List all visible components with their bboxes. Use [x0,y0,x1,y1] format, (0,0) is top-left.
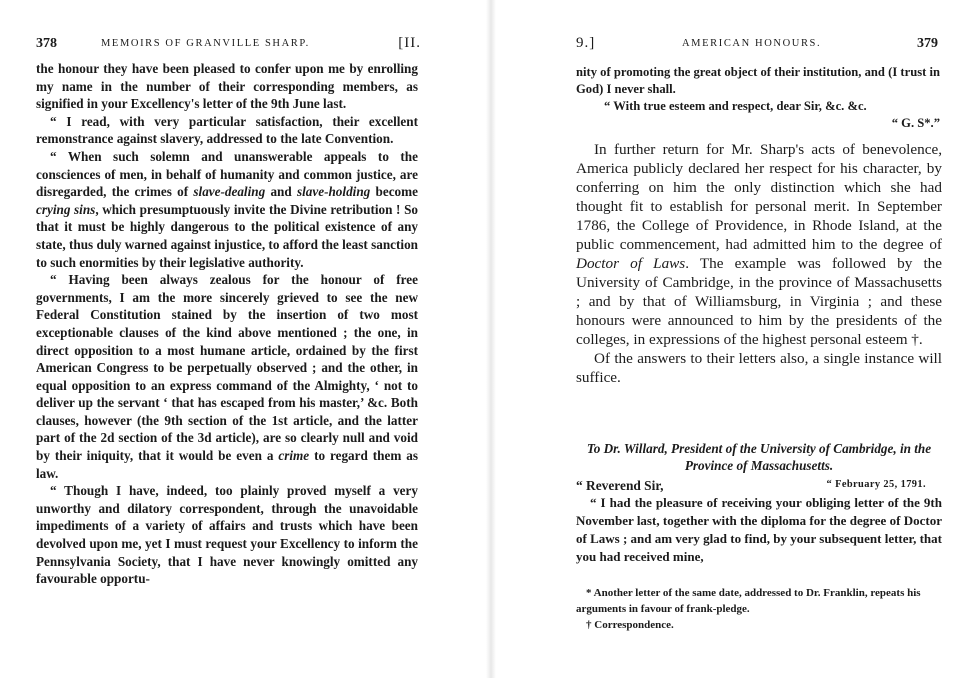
section-mark: 9.] [576,35,596,51]
text-run: Of the answers to their letters also, a single instance will suffice. [576,350,942,386]
right-page-header [576,36,938,56]
italic-text: Doctor of Laws [576,255,686,272]
paragraph [36,148,418,271]
text-run: , which presumptuously invite the Divine retribution ! So that it must be highly dangerous to the political existence of any state, thus duly warned against injustice, to afford the least sanction to such enormities by their legislative authority. [36,201,418,270]
paragraph [36,60,418,113]
letter-date: “ February 25, 1791. [826,479,926,490]
paragraph [36,271,418,482]
letter-closing-text: nity of promoting the great object of their institution, and (I trust in God) I never shall. [576,65,940,96]
left-page-body [36,60,418,588]
text-run: become [370,184,418,200]
text-run: “ Having been always zealous for the honour of free governments, I am the more sincerely grieved to see the new Federal Constitution stained by the insertion of two most exceptionable clauses of the kind above mentioned ; the one, in direct opposition to a most humane article, ordained by the first American Congress to be perpetually observed ; and the other, in equal opposition to an express command of the Almighty, ‘ not to deliver up the servant ‘ that has escaped from his master,’ &c. Both clauses, however (the 9th section of the 1st article, and the latter part of the 2d section of the 3d article), are so clearly null and void by their iniquity, that it would be even a [36,272,418,464]
paragraph [576,140,942,349]
letter-body [576,494,942,566]
right-page [496,0,980,678]
footnote: * Another letter of the same date, addressed to Dr. Franklin, repeats his arguments in favour of frank-pledge. [576,587,921,615]
left-page [0,0,486,678]
text-run: “ I read, with very particular satisfaction, their excellent remonstrance against slavery, addressed to the late Convention. [36,113,418,147]
text-run: “ When such solemn and unanswerable appeals to the consciences of men, in behalf of humanity and common justice, are disregarded, the crimes of [36,148,418,200]
text-run: “ Though I have, indeed, too plainly proved myself a very unworthy and dilatory correspondent, through the unavoidable impediments of a variety of affairs and trusts which have been devolved upon me, yet I must request your Excellency to inform the Pennsylvania Society, that I have never knowingly omitted any favourable opportu- [36,483,418,587]
footnote: † Correspondence. [586,619,674,631]
italic-text: crime [278,448,310,464]
letter-heading: To Dr. Willard, President of the University of Cambridge, in the Province of Massachusetts. [586,441,932,473]
text-run: to regard them as law. [36,448,418,481]
left-page-header [36,36,421,56]
footnotes [576,585,942,633]
running-head: AMERICAN HONOURS. [682,38,822,49]
running-head: MEMOIRS OF GRANVILLE SHARP. [101,38,310,49]
book-gutter [486,0,496,678]
letter-conclusion [576,64,940,132]
text-run: In further return for Mr. Sharp's acts of benevolence, America publicly declared her respect for his character, by conferring on him the only distinction which she had thought fit to establish for personal merit. In September 1786, the College of Providence, in Rhode Island, at the public commencement, had admitted him to the degree of [576,141,942,253]
page-number: 378 [36,36,57,51]
italic-text: crying sins [36,201,96,217]
text-run: the honour they have been pleased to confer upon me by enrolling my name in the number of their corresponding members, as signified in your Excellency's letter of the 9th June last. [36,61,418,112]
letter-paragraph: “ I had the pleasure of receiving your obliging letter of the 9th November last, together with the diploma for the degree of Doctor of Laws ; and am very glad to find, by your subsequent letter, that you had received mine, [576,495,942,564]
text-run: . The example was followed by the University of Cambridge, in the province of Massachusetts ; and by that of Williamsburg, in Virginia ; and these honours were announced to him by the presidents of the colleges, in expressions of the highest personal esteem †. [576,255,942,348]
italic-text: slave-dealing [193,184,266,200]
paragraph [36,482,418,588]
paragraph [36,113,418,148]
letter-greeting: “ Reverend Sir, [576,478,664,493]
section-mark: [II. [398,35,421,51]
italic-text: slave-holding [296,184,371,200]
page-number: 379 [917,36,938,51]
letter-greeting-line [576,478,942,495]
paragraph [576,349,942,387]
text-run: and [265,184,297,200]
letter-signature: “ G. S*.” [891,116,940,130]
narrative-text [576,140,942,387]
letter-valediction: “ With true esteem and respect, dear Sir, &c. &c. [604,99,867,113]
